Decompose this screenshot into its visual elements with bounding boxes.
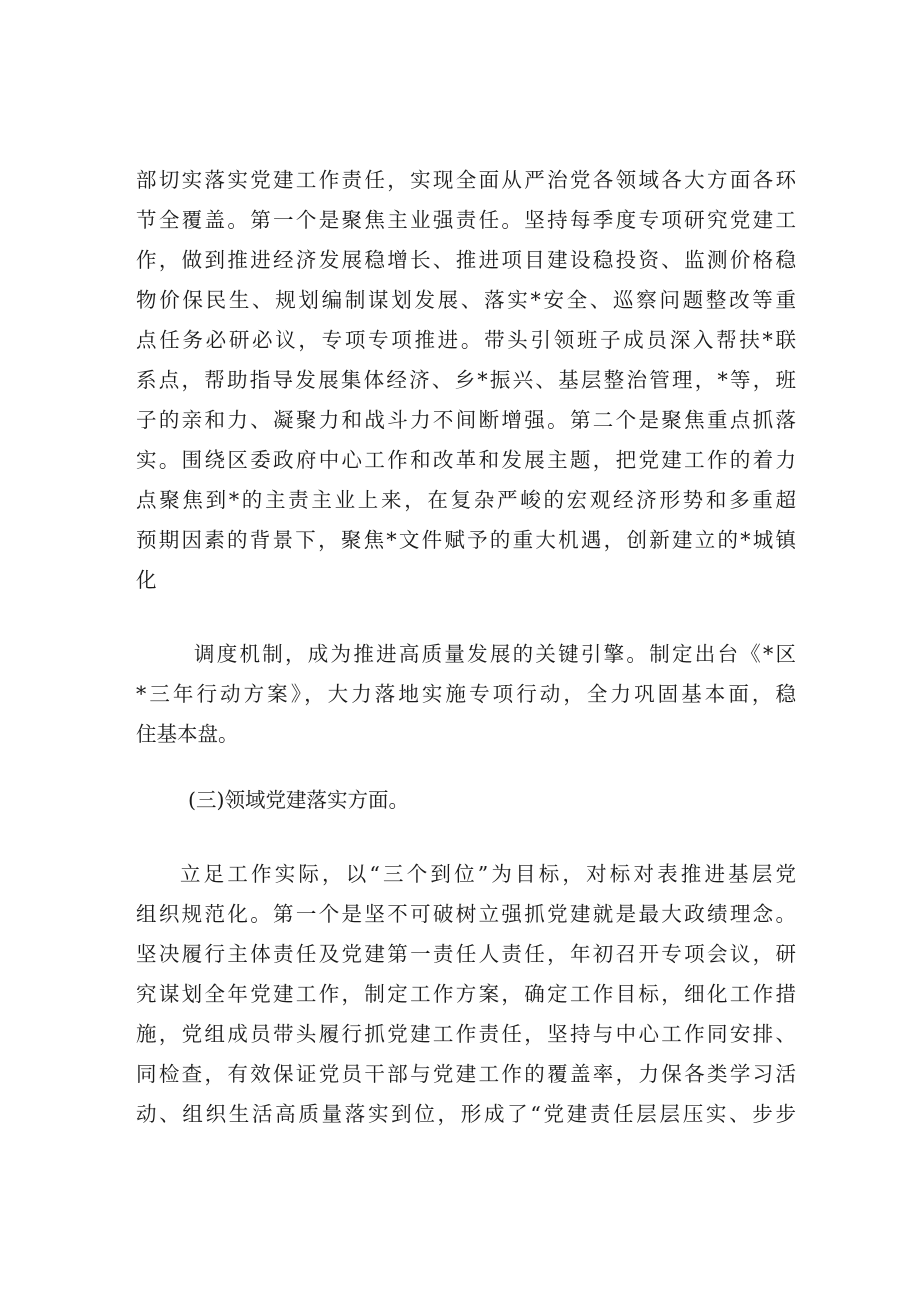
section-heading [136, 780, 796, 820]
text-line: 施，党组成员带头履行抓党建工作责任，坚持与中心工作同安排、 [136, 1022, 796, 1046]
text-line: 节全覆盖。第一个是聚焦主业强责任。坚持每季度专项研究党建工 [136, 208, 796, 232]
text-line: 立足工作实际，以“三个到位”为目标，对标对表推进基层党 [180, 862, 796, 886]
text-line: 作，做到推进经济发展稳增长、推进项目建设稳投资、监测价格稳 [136, 248, 796, 272]
text-line: 预期因素的背景下，聚焦*文件赋予的重大机遇，创新建立的*城镇 [136, 528, 796, 552]
text-line: 同检查，有效保证党员干部与党建工作的覆盖率，力保各类学习活 [136, 1062, 796, 1086]
paragraph-party-building [136, 854, 796, 1134]
text-line: 动、组织生活高质量落实到位，形成了“党建责任层层压实、步步 [136, 1102, 796, 1126]
text-line: 子的亲和力、凝聚力和战斗力不间断增强。第二个是聚焦重点抓落 [136, 408, 796, 432]
text-line: 系点，帮助指导发展集体经济、乡*振兴、基层整治管理，*等，班 [136, 368, 796, 392]
text-line: 点聚焦到*的主责主业上来，在复杂严峻的宏观经济形势和多重超 [136, 488, 796, 512]
section-heading-text: (三)领域党建落实方面。 [188, 788, 409, 812]
paragraph-dispatch-mechanism [136, 634, 796, 754]
text-line: *三年行动方案》，大力落地实施专项行动，全力巩固基本面，稳 [136, 682, 796, 706]
text-line: 物价保民生、规划编制谋划发展、落实*安全、巡察问题整改等重 [136, 288, 796, 312]
text-line: 坚决履行主体责任及党建第一责任人责任，年初召开专项会议，研 [136, 942, 796, 966]
text-line: 点任务必研必议，专项专项推进。带头引领班子成员深入帮扶*联 [136, 328, 796, 352]
text-line: 调度机制，成为推进高质量发展的关键引擎。制定出台《*区 [194, 642, 796, 666]
text-line: 部切实落实党建工作责任，实现全面从严治党各领域各大方面各环 [136, 168, 796, 192]
text-line: 实。围绕区委政府中心工作和改革和发展主题，把党建工作的着力 [136, 448, 796, 472]
text-line: 化 [136, 568, 157, 592]
text-line: 住基本盘。 [136, 722, 239, 746]
text-line: 究谋划全年党建工作，制定工作方案，确定工作目标，细化工作措 [136, 982, 796, 1006]
text-line: 组织规范化。第一个是坚不可破树立强抓党建就是最大政绩理念。 [136, 902, 796, 926]
paragraph-continuation [136, 160, 796, 600]
